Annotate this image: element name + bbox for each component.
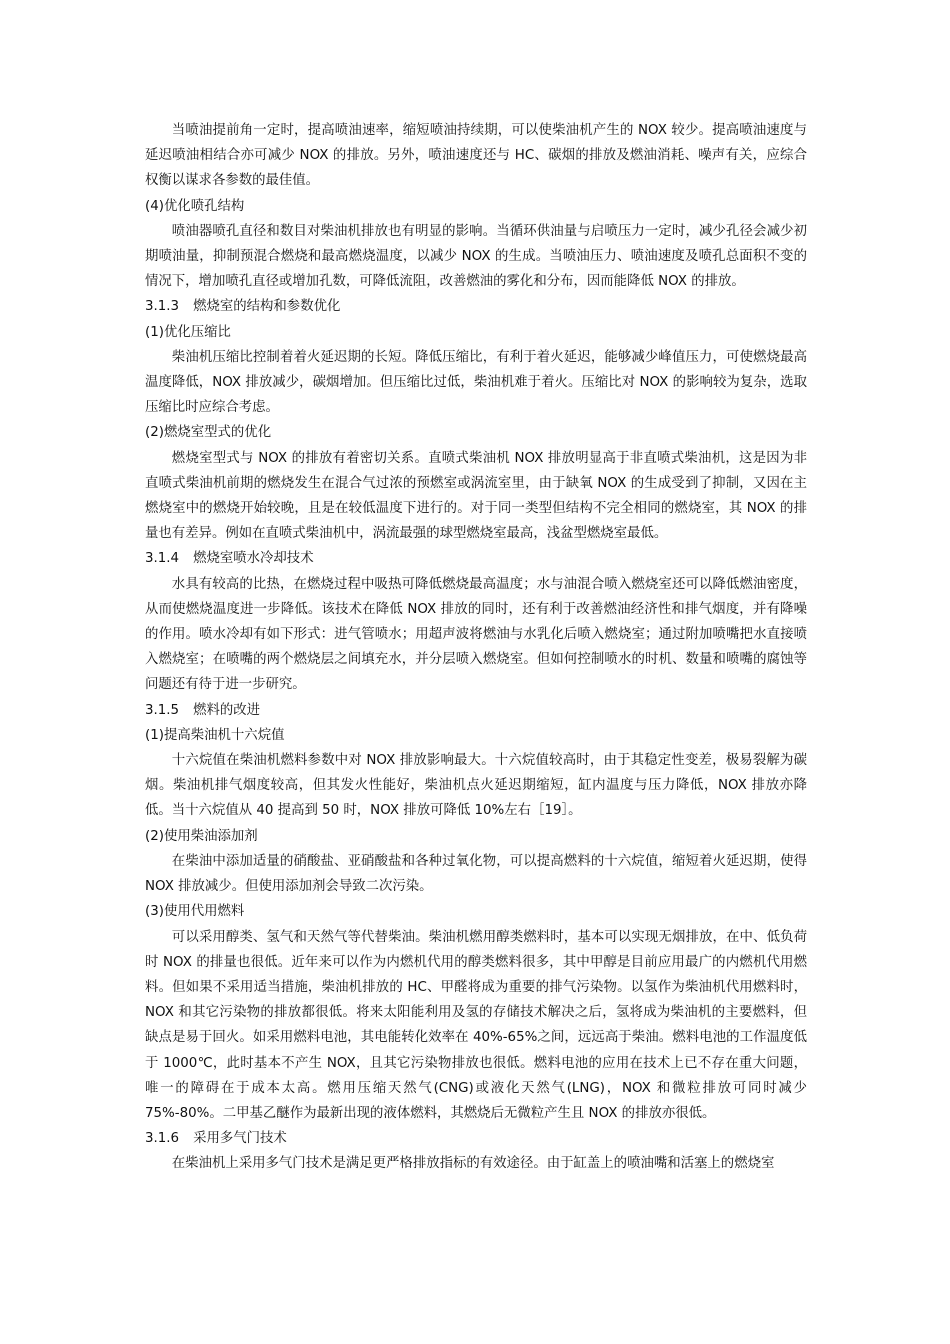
paragraph: 喷油器喷孔直径和数目对柴油机排放也有明显的影响。当循环供油量与启喷压力一定时，减少孔径会减少初期喷油量，抑制预混合燃烧和最高燃烧温度，以减少 NOX 的生成。当喷油压力、喷油速度及喷孔总面积不变的情况下，增加喷孔直径或增加孔数，可降低流阻，改善燃油的雾化和分布，因而能降低 NOX 的排放。: [145, 223, 807, 290]
section-heading: [145, 294, 807, 319]
section-heading: [145, 1126, 807, 1151]
subheading: (1)提高柴油机十六烷值: [145, 727, 285, 743]
paragraph: 柴油机压缩比控制着着火延迟期的长短。降低压缩比，有利于着火延迟，能够减少峰值压力，可使燃烧最高温度降低，NOX 排放减少，碳烟增加。但压缩比过低，柴油机难于着火。压缩比对 NOX 的影响较为复杂，选取压缩比时应综合考虑。: [145, 349, 807, 416]
subheading: (4)优化喷孔结构: [145, 198, 245, 214]
section-title: 燃料的改进: [193, 702, 261, 718]
section-heading: [145, 546, 807, 571]
section-title: 采用多气门技术: [193, 1131, 287, 1147]
subheading: (3)使用代用燃料: [145, 904, 245, 920]
section-number: 3.1.6: [145, 1131, 180, 1147]
section-number: 3.1.3: [145, 299, 180, 315]
paragraph: 燃烧室型式与 NOX 的排放有着密切关系。直喷式柴油机 NOX 排放明显高于非直喷式柴油机，这是因为非直喷式柴油机前期的燃烧发生在混合气过浓的预燃室或涡流室里，由于缺氧 NOX 的生成受到了抑制，又因在主燃烧室中的燃烧开始较晚，且是在较低温度下进行的。对于同一类型但结构不完全相同的燃烧室，其 NOX 的排量也有差异。例如在直喷式柴油机中，涡流最强的球型燃烧室最高，浅盆型燃烧室最低。: [145, 450, 807, 542]
section-heading: [145, 698, 807, 723]
paragraph: 在柴油中添加适量的硝酸盐、亚硝酸盐和各种过氧化物，可以提高燃料的十六烷值，缩短着火延迟期，使得 NOX 排放减少。但使用添加剂会导致二次污染。: [145, 853, 807, 895]
paragraph: 当喷油提前角一定时，提高喷油速率，缩短喷油持续期，可以使柴油机产生的 NOX 较少。提高喷油速度与延迟喷油相结合亦可减少 NOX 的排放。另外，喷油速度还与 HC、碳烟的排放及燃油消耗、噪声有关，应综合权衡以谋求各参数的最佳值。: [145, 123, 807, 189]
subheading: (2)燃烧室型式的优化: [145, 425, 272, 441]
subheading: (2)使用柴油添加剂: [145, 828, 258, 844]
section-number: 3.1.5: [145, 702, 180, 718]
section-number: 3.1.4: [145, 551, 180, 567]
subheading: (1)优化压缩比: [145, 324, 231, 340]
paragraph: 十六烷值在柴油机燃料参数中对 NOX 排放影响最大。十六烷值较高时，由于其稳定性变差，极易裂解为碳烟。柴油机排气烟度较高，但其发火性能好，柴油机点火延迟期缩短，缸内温度与压力降低，NOX 排放亦降低。当十六烷值从 40 提高到 50 时，NOX 排放可降低 10%左右［19］。: [145, 753, 807, 819]
section-title: 燃烧室的结构和参数优化: [193, 299, 341, 315]
paragraph: 在柴油机上采用多气门技术是满足更严格排放指标的有效途径。由于缸盖上的喷油嘴和活塞上的燃烧室: [171, 1156, 775, 1172]
document-body: [145, 118, 807, 1177]
paragraph: 水具有较高的比热，在燃烧过程中吸热可降低燃烧最高温度；水与油混合喷入燃烧室还可以降低燃油密度，从而使燃烧温度进一步降低。该技术在降低 NOX 排放的同时，还有利于改善燃油经济性和排气烟度，并有降噪的作用。喷水冷却有如下形式：进气管喷水；用超声波将燃油与水乳化后喷入燃烧室；通过附加喷嘴把水直接喷入燃烧室；在喷嘴的两个燃烧层之间填充水，并分层喷入燃烧室。但如何控制喷水的时机、数量和喷嘴的腐蚀等问题还有待于进一步研究。: [145, 576, 807, 693]
section-title: 燃烧室喷水冷却技术: [193, 551, 314, 567]
paragraph: 可以采用醇类、氢气和天然气等代替柴油。柴油机燃用醇类燃料时，基本可以实现无烟排放，在中、低负荷时 NOX 的排量也很低。近年来可以作为内燃机代用的醇类燃料很多，其中甲醇是目前应用最广的内燃机代用燃料。但如果不采用适当措施，柴油机排放的 HC、甲醛将成为重要的排气污染物。以氢作为柴油机代用燃料时，NOX 和其它污染物的排放都很低。将来太阳能利用及氢的存储技术解决之后，氢将成为柴油机的主要燃料，但缺点是易于回火。如采用燃料电池，其电能转化效率在 40%-65%之间，远远高于柴油。燃料电池的工作温度低于 1000℃，此时基本不产生 NOX，且其它污染物排放也很低。燃料电池的应用在技术上已不存在重大问题，唯一的障碍在于成本太高。燃用压缩天然气(CNG)或液化天然气(LNG)，NOX 和微粒排放可同时减少 75%-80%。二甲基乙醚作为最新出现的液体燃料，其燃烧后无微粒产生且 NOX 的排放亦很低。: [145, 929, 807, 1121]
